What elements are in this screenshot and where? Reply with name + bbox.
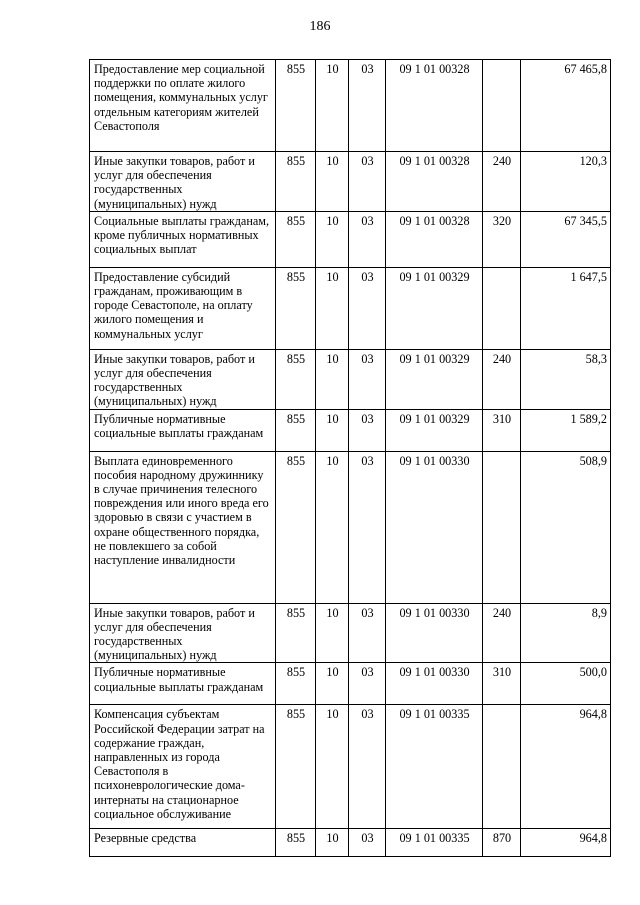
expense-type-code: 240 xyxy=(483,349,521,409)
section-code: 10 xyxy=(316,829,349,857)
ministry-code: 855 xyxy=(276,829,316,857)
target-article-code: 09 1 01 00335 xyxy=(386,705,483,829)
amount: 58,3 xyxy=(521,349,611,409)
amount: 1 589,2 xyxy=(521,409,611,451)
row-name: Публичные нормативные социальные выплаты гражданам xyxy=(90,663,276,705)
subsection-code: 03 xyxy=(349,152,386,212)
section-code: 10 xyxy=(316,451,349,603)
row-name: Резервные средства xyxy=(90,829,276,857)
section-code: 10 xyxy=(316,152,349,212)
subsection-code: 03 xyxy=(349,705,386,829)
table-row xyxy=(90,211,611,267)
section-code: 10 xyxy=(316,705,349,829)
target-article-code: 09 1 01 00330 xyxy=(386,663,483,705)
table-row xyxy=(90,349,611,409)
section-code: 10 xyxy=(316,60,349,152)
section-code: 10 xyxy=(316,211,349,267)
section-code: 10 xyxy=(316,409,349,451)
section-code: 10 xyxy=(316,267,349,349)
row-name: Иные закупки товаров, работ и услуг для обеспечения государственных (муниципальных) нужд xyxy=(90,152,276,212)
page-number: 186 xyxy=(309,19,331,34)
subsection-code: 03 xyxy=(349,829,386,857)
ministry-code: 855 xyxy=(276,705,316,829)
row-name: Выплата единовременного пособия народному дружиннику в случае причинения телесного повреждения или иного вреда его здоровью в связи с участием в охране общественного порядка, не повлекшего за собой наступление инвалидности xyxy=(90,451,276,603)
row-name: Иные закупки товаров, работ и услуг для обеспечения государственных (муниципальных) нужд xyxy=(90,349,276,409)
table-row xyxy=(90,663,611,705)
ministry-code: 855 xyxy=(276,349,316,409)
table-row xyxy=(90,451,611,603)
target-article-code: 09 1 01 00328 xyxy=(386,60,483,152)
ministry-code: 855 xyxy=(276,152,316,212)
ministry-code: 855 xyxy=(276,211,316,267)
expense-type-code xyxy=(483,60,521,152)
amount: 964,8 xyxy=(521,829,611,857)
amount: 964,8 xyxy=(521,705,611,829)
amount: 67 345,5 xyxy=(521,211,611,267)
table-row xyxy=(90,152,611,212)
target-article-code: 09 1 01 00330 xyxy=(386,603,483,663)
target-article-code: 09 1 01 00328 xyxy=(386,152,483,212)
subsection-code: 03 xyxy=(349,451,386,603)
ministry-code: 855 xyxy=(276,451,316,603)
expense-type-code: 870 xyxy=(483,829,521,857)
amount: 120,3 xyxy=(521,152,611,212)
section-code: 10 xyxy=(316,663,349,705)
ministry-code: 855 xyxy=(276,409,316,451)
table-row xyxy=(90,705,611,829)
row-name: Иные закупки товаров, работ и услуг для обеспечения государственных (муниципальных) нужд xyxy=(90,603,276,663)
row-name: Предоставление субсидий гражданам, проживающим в городе Севастополе, на оплату жилого помещения и коммунальных услуг xyxy=(90,267,276,349)
expense-type-code: 240 xyxy=(483,603,521,663)
expense-type-code xyxy=(483,267,521,349)
amount: 67 465,8 xyxy=(521,60,611,152)
section-code: 10 xyxy=(316,349,349,409)
budget-table xyxy=(89,59,611,857)
amount: 500,0 xyxy=(521,663,611,705)
target-article-code: 09 1 01 00329 xyxy=(386,409,483,451)
subsection-code: 03 xyxy=(349,267,386,349)
expense-type-code xyxy=(483,705,521,829)
subsection-code: 03 xyxy=(349,663,386,705)
expense-type-code xyxy=(483,451,521,603)
target-article-code: 09 1 01 00328 xyxy=(386,211,483,267)
expense-type-code: 310 xyxy=(483,663,521,705)
ministry-code: 855 xyxy=(276,663,316,705)
amount: 8,9 xyxy=(521,603,611,663)
target-article-code: 09 1 01 00335 xyxy=(386,829,483,857)
amount: 508,9 xyxy=(521,451,611,603)
subsection-code: 03 xyxy=(349,349,386,409)
ministry-code: 855 xyxy=(276,603,316,663)
ministry-code: 855 xyxy=(276,60,316,152)
table-row xyxy=(90,267,611,349)
section-code: 10 xyxy=(316,603,349,663)
table-row xyxy=(90,60,611,152)
row-name: Социальные выплаты гражданам, кроме публичных нормативных социальных выплат xyxy=(90,211,276,267)
subsection-code: 03 xyxy=(349,603,386,663)
row-name: Предоставление мер социальной поддержки по оплате жилого помещения, коммунальных услуг отдельным категориям жителей Севастополя xyxy=(90,60,276,152)
ministry-code: 855 xyxy=(276,267,316,349)
target-article-code: 09 1 01 00329 xyxy=(386,349,483,409)
target-article-code: 09 1 01 00329 xyxy=(386,267,483,349)
table-row xyxy=(90,409,611,451)
subsection-code: 03 xyxy=(349,409,386,451)
row-name: Публичные нормативные социальные выплаты гражданам xyxy=(90,409,276,451)
amount: 1 647,5 xyxy=(521,267,611,349)
target-article-code: 09 1 01 00330 xyxy=(386,451,483,603)
expense-type-code: 240 xyxy=(483,152,521,212)
table-row xyxy=(90,829,611,857)
table-row xyxy=(90,603,611,663)
subsection-code: 03 xyxy=(349,60,386,152)
row-name: Компенсация субъектам Российской Федерации затрат на содержание граждан, направленных из города Севастополя в психоневрологические дома-интернаты на стационарное социальное обслуживание xyxy=(90,705,276,829)
subsection-code: 03 xyxy=(349,211,386,267)
expense-type-code: 320 xyxy=(483,211,521,267)
expense-type-code: 310 xyxy=(483,409,521,451)
